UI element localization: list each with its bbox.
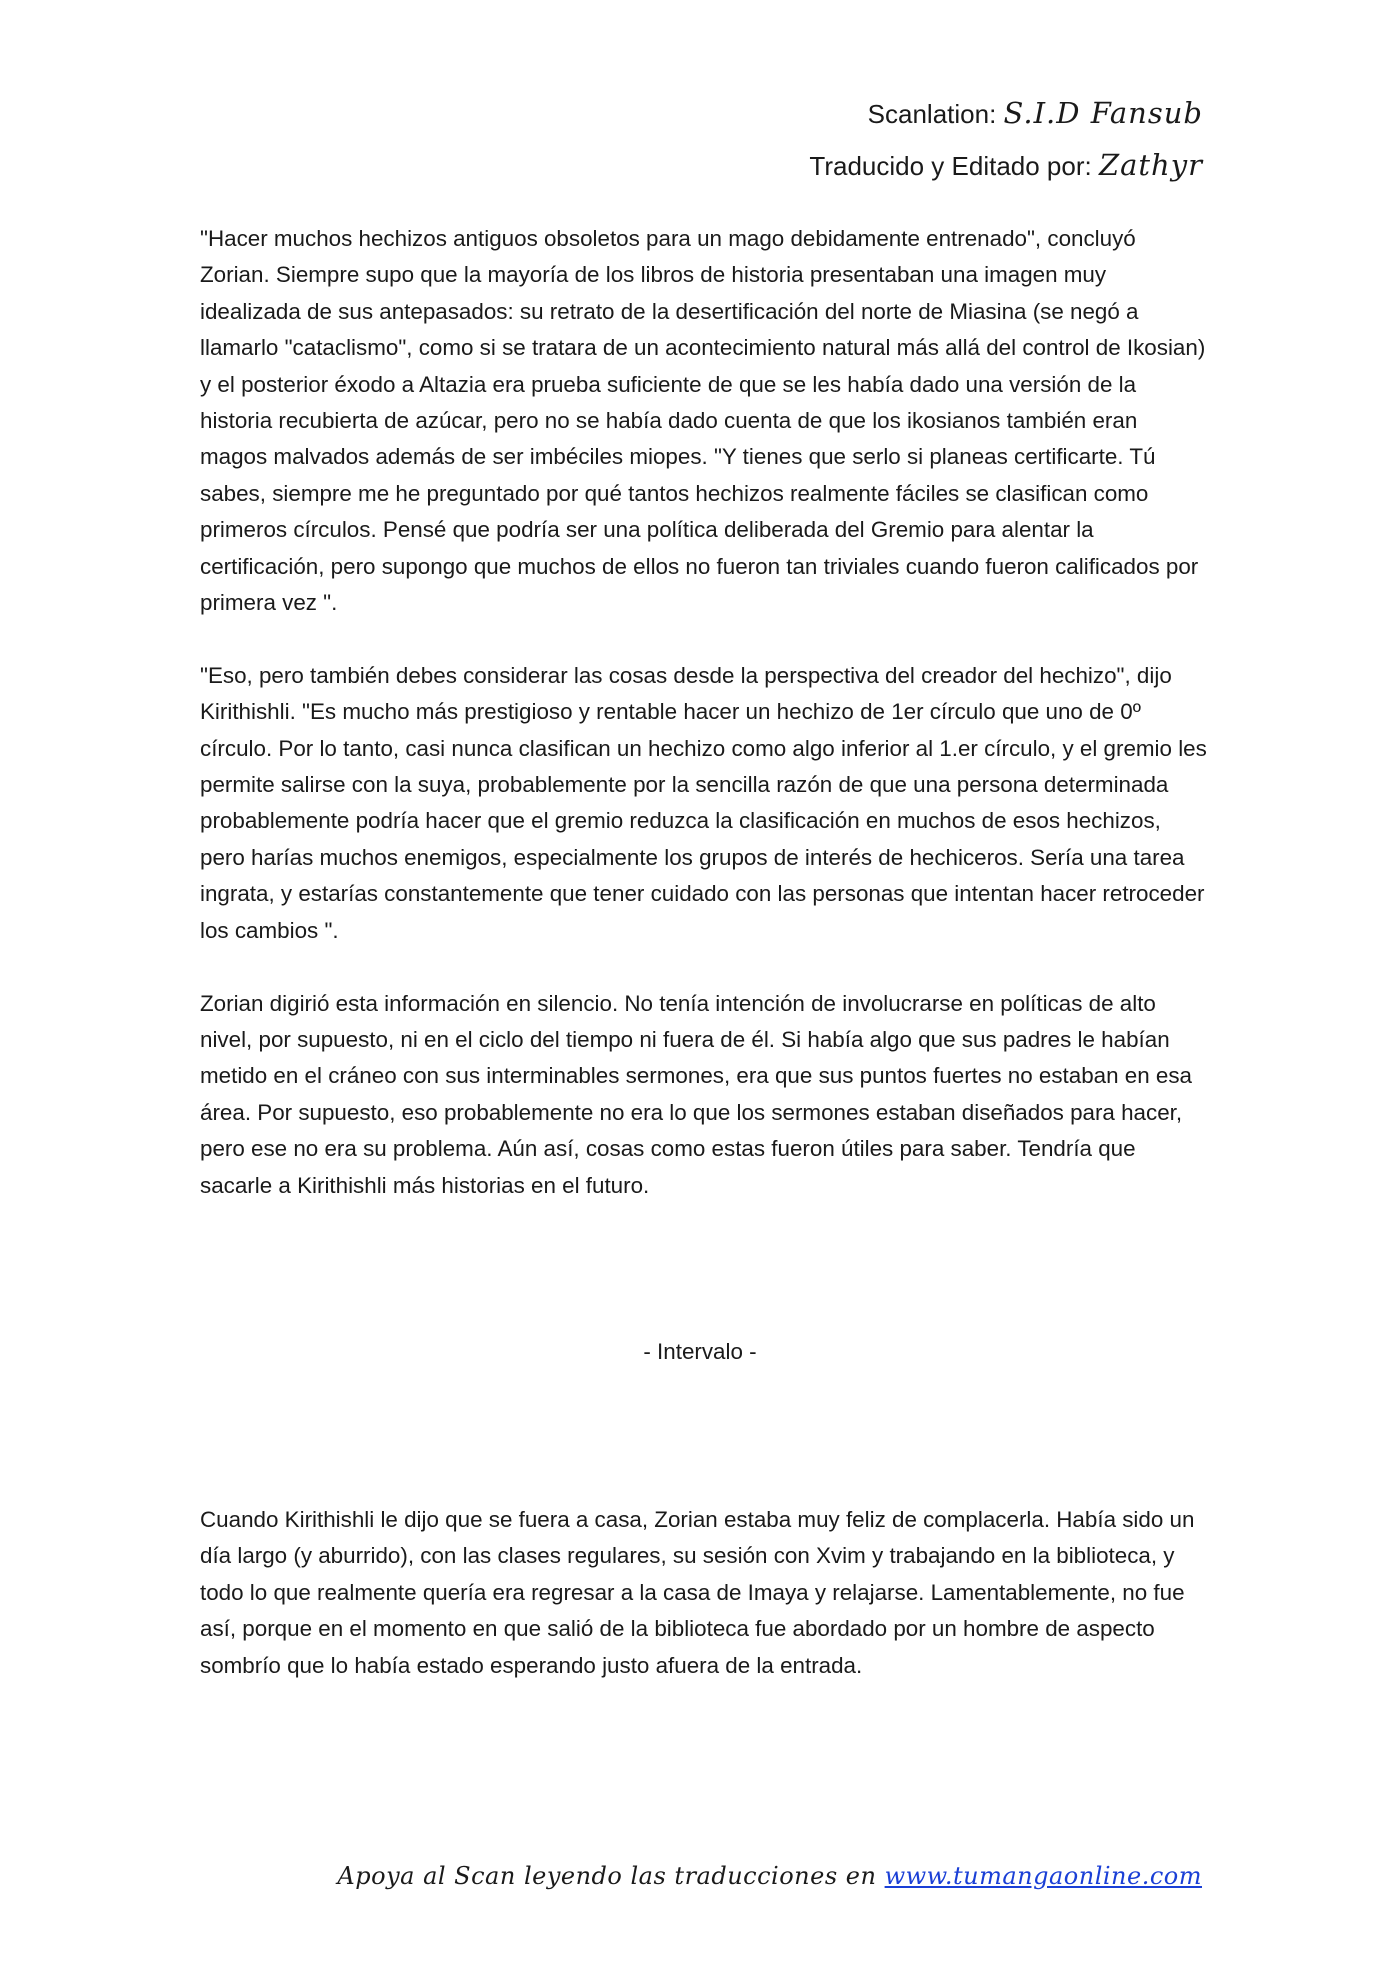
footer-text: Apoya al Scan leyendo las traducciones en: [337, 1862, 877, 1890]
translator-label: Traducido y Editado por:: [809, 151, 1092, 181]
footer-link[interactable]: www.tumangaonline.com: [884, 1862, 1202, 1890]
translator-credit: [809, 140, 1203, 192]
paragraph-2: "Eso, pero también debes considerar las cosas desde la perspectiva del creador del hechizo", dijo Kirithishli. "Es mucho más prestigioso y rentable hacer un hechizo de 1er círculo que uno de 0º círculo. Por lo tanto, casi nunca clasifican un hechizo como algo inferior al 1.er círculo, y el gremio les permite salirse con la suya, probablemente por la sencilla razón de que una persona determinada probablemente podría hacer que el gremio reduzca la clasificación en muchos de esos hechizos, pero harías muchos enemigos, especialmente los grupos de interés de hechiceros. Sería una tarea ingrata, y estarías constantemente que tener cuidado con las personas que intentan hacer retroceder los cambios ".: [200, 662, 1207, 943]
footer-note: [337, 1862, 1202, 1890]
paragraph-3: Zorian digirió esta información en silencio. No tenía intención de involucrarse en políticas de alto nivel, por supuesto, ni en el ciclo del tiempo ni fuera de él. Si había algo que sus padres le habían metido en el cráneo con sus interminables sermones, era que sus puntos fuertes no estaban en esa área. Por supuesto, eso probablemente no era lo que los sermones estaban diseñados para hacer, pero ese no era su problema. Aún así, cosas como estas fueron útiles para saber. Tendría que sacarle a Kirithishli más historias en el futuro.: [200, 990, 1192, 1198]
paragraph-4: Cuando Kirithishli le dijo que se fuera a casa, Zorian estaba muy feliz de complacerla. Había sido un día largo (y aburrido), con las clases regulares, su sesión con Xvim y trabajando en la biblioteca, y todo lo que realmente quería era regresar a la casa de Imaya y relajarse. Lamentablemente, no fue así, porque en el momento en que salió de la biblioteca fue abordado por un hombre de aspecto sombrío que lo había estado esperando justo afuera de la entrada.: [200, 1507, 1195, 1678]
scene-divider: - Intervalo -: [643, 1339, 757, 1364]
main-text: [200, 221, 1210, 1240]
credits-header: [809, 88, 1203, 192]
paragraph-1: "Hacer muchos hechizos antiguos obsoletos para un mago debidamente entrenado", concluyó Zorian. Siempre supo que la mayoría de los libros de historia presentaban una imagen muy idealizada de sus antepasados: su retrato de la desertificación del norte de Miasina (se negó a llamarlo "cataclismo", como si se tratara de un acontecimiento natural más allá del control de Ikosian) y el posterior éxodo a Altazia era prueba suficiente de que se les había dado una versión de la historia recubierta de azúcar, pero no se había dado cuenta de que los ikosianos también eran magos malvados además de ser imbéciles miopes. "Y tienes que serlo si planeas certificarte. Tú sabes, siempre me he preguntado por qué tantos hechizos realmente fáciles se clasifican como primeros círculos. Pensé que podría ser una política deliberada del Gremio para alentar la certificación, pero supongo que muchos de ellos no fueron tan triviales cuando fueron calificados por primera vez ".: [200, 226, 1206, 616]
scanlation-credit: [809, 88, 1203, 140]
scanlation-label: Scanlation:: [867, 99, 997, 129]
second-section: [200, 1502, 1210, 1684]
translator-name: Zathyr: [1098, 148, 1203, 182]
scanlation-name: S.I.D Fansub: [1003, 96, 1203, 130]
